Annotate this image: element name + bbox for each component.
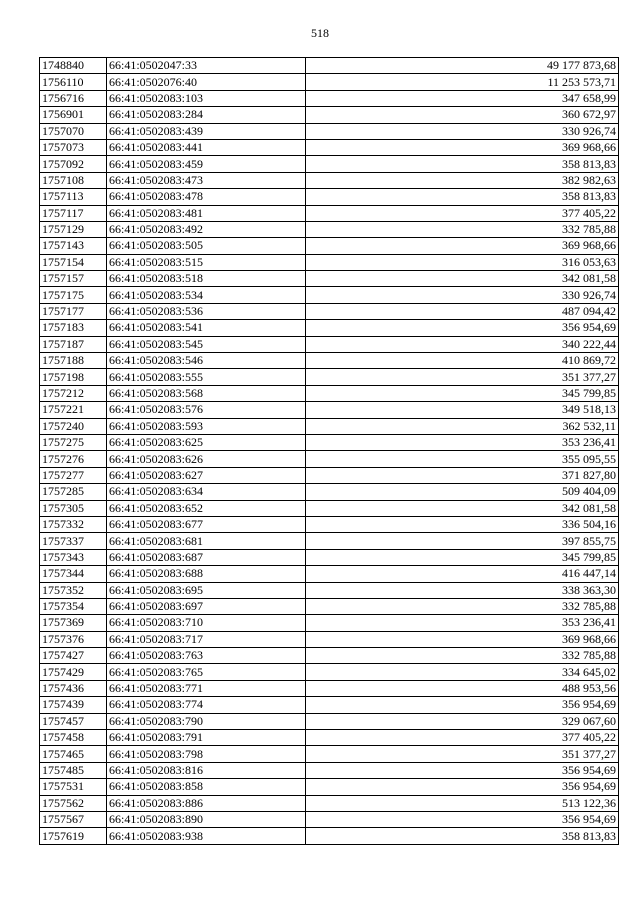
cadastral-number-cell: 66:41:0502083:536 xyxy=(107,303,306,319)
row-id-cell: 1757183 xyxy=(40,320,107,336)
table-row xyxy=(40,172,619,188)
value-cell: 347 658,99 xyxy=(306,90,619,106)
cadastral-number-cell: 66:41:0502083:710 xyxy=(107,615,306,631)
table-row xyxy=(40,254,619,270)
cadastral-number-cell: 66:41:0502083:478 xyxy=(107,189,306,205)
cadastral-number-cell: 66:41:0502083:717 xyxy=(107,631,306,647)
row-id-cell: 1757305 xyxy=(40,500,107,516)
value-cell: 332 785,88 xyxy=(306,648,619,664)
cadastral-number-cell: 66:41:0502083:481 xyxy=(107,205,306,221)
cadastral-number-cell: 66:41:0502083:677 xyxy=(107,516,306,532)
table-row xyxy=(40,566,619,582)
row-id-cell: 1757337 xyxy=(40,533,107,549)
row-id-cell: 1757157 xyxy=(40,271,107,287)
cadastral-number-cell: 66:41:0502047:33 xyxy=(107,58,306,74)
value-cell: 356 954,69 xyxy=(306,779,619,795)
row-id-cell: 1757458 xyxy=(40,730,107,746)
cadastral-number-cell: 66:41:0502083:858 xyxy=(107,779,306,795)
value-cell: 345 799,85 xyxy=(306,549,619,565)
cadastral-number-cell: 66:41:0502083:816 xyxy=(107,762,306,778)
table-row xyxy=(40,582,619,598)
cadastral-number-cell: 66:41:0502083:546 xyxy=(107,353,306,369)
row-id-cell: 1757221 xyxy=(40,402,107,418)
value-cell: 351 377,27 xyxy=(306,369,619,385)
table-row xyxy=(40,303,619,319)
row-id-cell: 1757354 xyxy=(40,598,107,614)
value-cell: 356 954,69 xyxy=(306,762,619,778)
table-row xyxy=(40,828,619,844)
row-id-cell: 1757070 xyxy=(40,123,107,139)
cadastral-number-cell: 66:41:0502083:568 xyxy=(107,385,306,401)
cadastral-number-cell: 66:41:0502083:890 xyxy=(107,811,306,827)
value-cell: 360 672,97 xyxy=(306,107,619,123)
cadastral-number-cell: 66:41:0502083:492 xyxy=(107,221,306,237)
cadastral-number-cell: 66:41:0502083:626 xyxy=(107,451,306,467)
value-cell: 369 968,66 xyxy=(306,238,619,254)
table-row xyxy=(40,811,619,827)
row-id-cell: 1757129 xyxy=(40,221,107,237)
table-row xyxy=(40,648,619,664)
row-id-cell: 1757343 xyxy=(40,549,107,565)
table-row xyxy=(40,451,619,467)
table-row xyxy=(40,139,619,155)
row-id-cell: 1757175 xyxy=(40,287,107,303)
table-row xyxy=(40,434,619,450)
table-row xyxy=(40,664,619,680)
value-cell: 358 813,83 xyxy=(306,189,619,205)
cadastral-number-cell: 66:41:0502083:518 xyxy=(107,271,306,287)
table-row xyxy=(40,779,619,795)
cadastral-number-cell: 66:41:0502083:515 xyxy=(107,254,306,270)
row-id-cell: 1757277 xyxy=(40,467,107,483)
cadastral-number-cell: 66:41:0502083:791 xyxy=(107,730,306,746)
value-cell: 338 363,30 xyxy=(306,582,619,598)
table-row xyxy=(40,680,619,696)
value-cell: 49 177 873,68 xyxy=(306,58,619,74)
table-row xyxy=(40,402,619,418)
value-cell: 509 404,09 xyxy=(306,484,619,500)
cadastral-number-cell: 66:41:0502083:938 xyxy=(107,828,306,844)
table-row xyxy=(40,74,619,90)
value-cell: 487 094,42 xyxy=(306,303,619,319)
row-id-cell: 1757465 xyxy=(40,746,107,762)
cadastral-number-cell: 66:41:0502083:652 xyxy=(107,500,306,516)
table-row xyxy=(40,467,619,483)
value-cell: 332 785,88 xyxy=(306,221,619,237)
value-cell: 356 954,69 xyxy=(306,320,619,336)
table-row xyxy=(40,156,619,172)
cadastral-number-cell: 66:41:0502083:774 xyxy=(107,697,306,713)
value-cell: 416 447,14 xyxy=(306,566,619,582)
row-id-cell: 1757485 xyxy=(40,762,107,778)
table-row xyxy=(40,320,619,336)
cadastral-number-cell: 66:41:0502083:625 xyxy=(107,434,306,450)
value-cell: 362 532,11 xyxy=(306,418,619,434)
value-cell: 356 954,69 xyxy=(306,811,619,827)
value-cell: 336 504,16 xyxy=(306,516,619,532)
cadastral-number-cell: 66:41:0502083:473 xyxy=(107,172,306,188)
cadastral-number-cell: 66:41:0502083:439 xyxy=(107,123,306,139)
row-id-cell: 1757154 xyxy=(40,254,107,270)
table-row xyxy=(40,484,619,500)
cadastral-number-cell: 66:41:0502083:697 xyxy=(107,598,306,614)
row-id-cell: 1757619 xyxy=(40,828,107,844)
value-cell: 349 518,13 xyxy=(306,402,619,418)
value-cell: 369 968,66 xyxy=(306,139,619,155)
table-row xyxy=(40,631,619,647)
row-id-cell: 1757285 xyxy=(40,484,107,500)
cadastral-number-cell: 66:41:0502083:545 xyxy=(107,336,306,352)
table-row xyxy=(40,500,619,516)
row-id-cell: 1757352 xyxy=(40,582,107,598)
table-row xyxy=(40,746,619,762)
row-id-cell: 1757567 xyxy=(40,811,107,827)
value-cell: 342 081,58 xyxy=(306,500,619,516)
table-row xyxy=(40,107,619,123)
table-row xyxy=(40,189,619,205)
value-cell: 355 095,55 xyxy=(306,451,619,467)
value-cell: 488 953,56 xyxy=(306,680,619,696)
cadastral-number-cell: 66:41:0502083:441 xyxy=(107,139,306,155)
cadastral-number-cell: 66:41:0502083:459 xyxy=(107,156,306,172)
table-row xyxy=(40,287,619,303)
cadastral-number-cell: 66:41:0502083:771 xyxy=(107,680,306,696)
row-id-cell: 1756901 xyxy=(40,107,107,123)
value-cell: 513 122,36 xyxy=(306,795,619,811)
value-cell: 369 968,66 xyxy=(306,631,619,647)
row-id-cell: 1757332 xyxy=(40,516,107,532)
table-row xyxy=(40,238,619,254)
cadastral-number-cell: 66:41:0502083:284 xyxy=(107,107,306,123)
cadastral-number-cell: 66:41:0502083:798 xyxy=(107,746,306,762)
row-id-cell: 1757073 xyxy=(40,139,107,155)
cadastral-number-cell: 66:41:0502083:763 xyxy=(107,648,306,664)
cadastral-number-cell: 66:41:0502083:634 xyxy=(107,484,306,500)
table-body xyxy=(40,58,619,845)
row-id-cell: 1757117 xyxy=(40,205,107,221)
row-id-cell: 1756716 xyxy=(40,90,107,106)
cadastral-number-cell: 66:41:0502083:103 xyxy=(107,90,306,106)
value-cell: 371 827,80 xyxy=(306,467,619,483)
row-id-cell: 1748840 xyxy=(40,58,107,74)
cadastral-number-cell: 66:41:0502083:576 xyxy=(107,402,306,418)
cadastral-number-cell: 66:41:0502076:40 xyxy=(107,74,306,90)
table-row xyxy=(40,516,619,532)
row-id-cell: 1757177 xyxy=(40,303,107,319)
value-cell: 382 982,63 xyxy=(306,172,619,188)
table-row xyxy=(40,336,619,352)
table-row xyxy=(40,58,619,74)
table-row xyxy=(40,90,619,106)
page-number: 518 xyxy=(311,26,329,40)
row-id-cell: 1757376 xyxy=(40,631,107,647)
row-id-cell: 1756110 xyxy=(40,74,107,90)
row-id-cell: 1757240 xyxy=(40,418,107,434)
value-cell: 397 855,75 xyxy=(306,533,619,549)
value-cell: 330 926,74 xyxy=(306,287,619,303)
cadastral-number-cell: 66:41:0502083:555 xyxy=(107,369,306,385)
cadastral-number-cell: 66:41:0502083:505 xyxy=(107,238,306,254)
row-id-cell: 1757436 xyxy=(40,680,107,696)
value-cell: 351 377,27 xyxy=(306,746,619,762)
table-row xyxy=(40,533,619,549)
cadastral-number-cell: 66:41:0502083:681 xyxy=(107,533,306,549)
cadastral-number-cell: 66:41:0502083:695 xyxy=(107,582,306,598)
row-id-cell: 1757457 xyxy=(40,713,107,729)
value-cell: 332 785,88 xyxy=(306,598,619,614)
table-row xyxy=(40,123,619,139)
table-row xyxy=(40,271,619,287)
table-row xyxy=(40,697,619,713)
table-row xyxy=(40,549,619,565)
row-id-cell: 1757187 xyxy=(40,336,107,352)
cadastral-number-cell: 66:41:0502083:534 xyxy=(107,287,306,303)
value-cell: 353 236,41 xyxy=(306,615,619,631)
table-row xyxy=(40,353,619,369)
table-row xyxy=(40,205,619,221)
cadastral-number-cell: 66:41:0502083:593 xyxy=(107,418,306,434)
row-id-cell: 1757562 xyxy=(40,795,107,811)
row-id-cell: 1757198 xyxy=(40,369,107,385)
table-row xyxy=(40,795,619,811)
cadastral-number-cell: 66:41:0502083:765 xyxy=(107,664,306,680)
value-cell: 342 081,58 xyxy=(306,271,619,287)
cadastral-number-cell: 66:41:0502083:687 xyxy=(107,549,306,565)
cadastral-number-cell: 66:41:0502083:886 xyxy=(107,795,306,811)
table-row xyxy=(40,713,619,729)
row-id-cell: 1757439 xyxy=(40,697,107,713)
row-id-cell: 1757276 xyxy=(40,451,107,467)
row-id-cell: 1757531 xyxy=(40,779,107,795)
row-id-cell: 1757212 xyxy=(40,385,107,401)
table-row xyxy=(40,385,619,401)
row-id-cell: 1757188 xyxy=(40,353,107,369)
table-row xyxy=(40,615,619,631)
value-cell: 358 813,83 xyxy=(306,156,619,172)
row-id-cell: 1757369 xyxy=(40,615,107,631)
value-cell: 377 405,22 xyxy=(306,205,619,221)
value-cell: 340 222,44 xyxy=(306,336,619,352)
value-cell: 316 053,63 xyxy=(306,254,619,270)
cadastral-number-cell: 66:41:0502083:688 xyxy=(107,566,306,582)
row-id-cell: 1757113 xyxy=(40,189,107,205)
table-row xyxy=(40,369,619,385)
value-cell: 330 926,74 xyxy=(306,123,619,139)
row-id-cell: 1757275 xyxy=(40,434,107,450)
row-id-cell: 1757344 xyxy=(40,566,107,582)
value-cell: 358 813,83 xyxy=(306,828,619,844)
row-id-cell: 1757143 xyxy=(40,238,107,254)
table-row xyxy=(40,730,619,746)
value-cell: 11 253 573,71 xyxy=(306,74,619,90)
value-cell: 329 067,60 xyxy=(306,713,619,729)
cadastral-number-cell: 66:41:0502083:541 xyxy=(107,320,306,336)
value-cell: 345 799,85 xyxy=(306,385,619,401)
row-id-cell: 1757429 xyxy=(40,664,107,680)
table-row xyxy=(40,598,619,614)
value-cell: 377 405,22 xyxy=(306,730,619,746)
row-id-cell: 1757092 xyxy=(40,156,107,172)
value-cell: 356 954,69 xyxy=(306,697,619,713)
cadastral-number-cell: 66:41:0502083:790 xyxy=(107,713,306,729)
value-cell: 410 869,72 xyxy=(306,353,619,369)
table-row xyxy=(40,221,619,237)
value-cell: 353 236,41 xyxy=(306,434,619,450)
table-row xyxy=(40,762,619,778)
row-id-cell: 1757427 xyxy=(40,648,107,664)
value-cell: 334 645,02 xyxy=(306,664,619,680)
data-table xyxy=(39,57,619,845)
table-row xyxy=(40,418,619,434)
row-id-cell: 1757108 xyxy=(40,172,107,188)
cadastral-number-cell: 66:41:0502083:627 xyxy=(107,467,306,483)
